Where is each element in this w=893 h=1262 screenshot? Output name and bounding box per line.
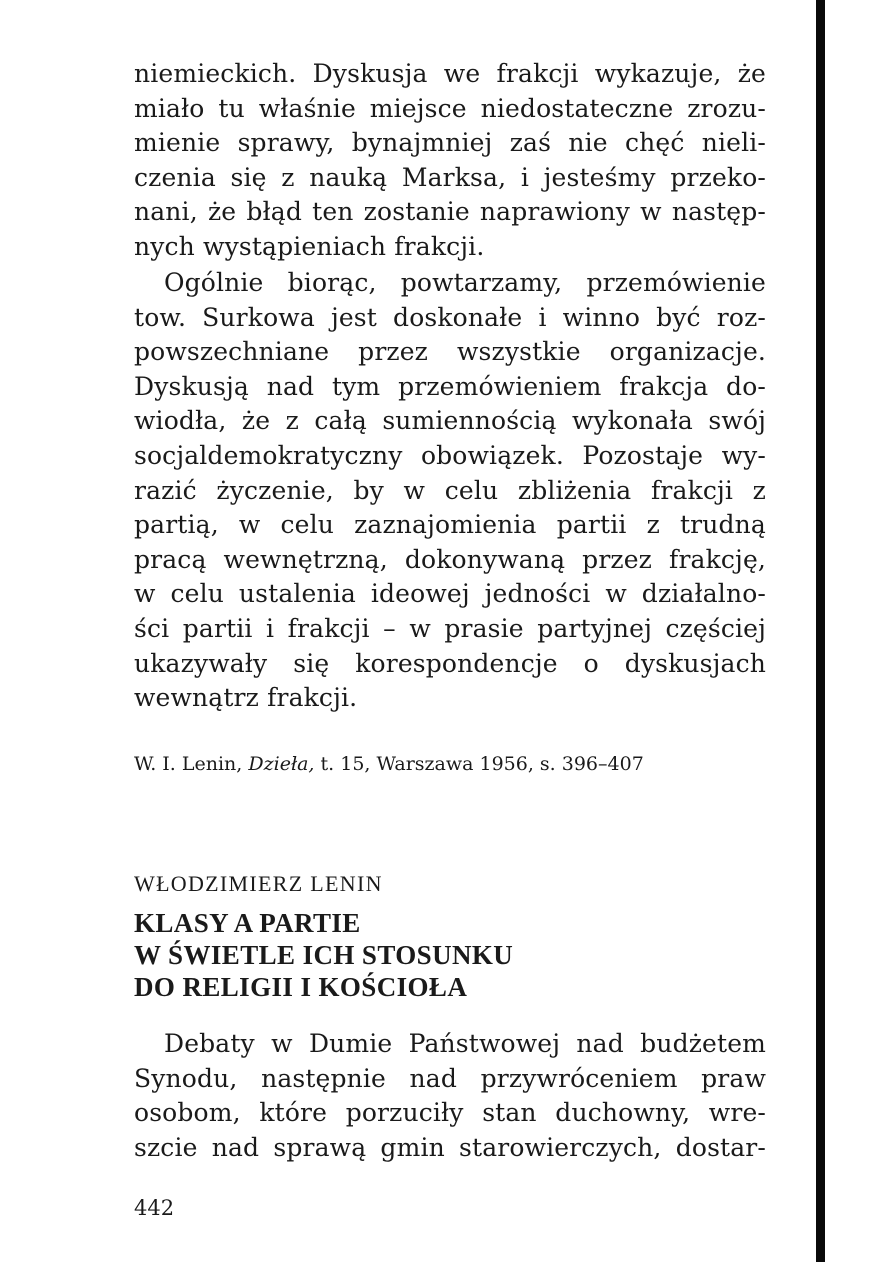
text-line: w celu ustalenia ideowej jedności w działalno- — [134, 579, 766, 609]
text-line: szcie nad sprawą gmin starowierczych, dostar- — [134, 1132, 766, 1162]
text-line: nych wystąpieniach frakcji. — [134, 231, 485, 261]
text-line: Dyskusją nad tym przemówieniem frakcja do- — [134, 371, 766, 401]
article-title — [134, 907, 513, 1003]
text-line: razić życzenie, by w celu zbliżenia frakcji z — [134, 475, 766, 505]
text-line: wiodła, że z całą sumiennością wykonała swój — [134, 406, 766, 436]
text-line: pracą wewnętrzną, dokonywaną przez frakcję, — [134, 544, 766, 574]
text-line: socjaldemokratyczny obowiązek. Pozostaje wy- — [134, 440, 766, 470]
title-line: KLASY A PARTIE — [134, 908, 361, 938]
text-line: osobom, które porzuciły stan duchowny, wre- — [134, 1098, 766, 1128]
page-number: 442 — [134, 1196, 175, 1220]
article-opening-paragraph — [134, 1027, 766, 1165]
title-line: DO RELIGII I KOŚCIOŁA — [134, 972, 468, 1002]
text-line: partią, w celu zaznajomienia partii z trudną — [134, 510, 766, 540]
text-line: nani, że błąd ten zostanie naprawiony w następ- — [134, 197, 766, 227]
scan-page-edge — [816, 0, 825, 1262]
text-line: ukazywały się korespondencje o dyskusjach — [134, 648, 766, 678]
text-line: ści partii i frakcji – w prasie partyjnej częściej — [134, 613, 766, 643]
text-line: Synodu, następnie nad przywróceniem praw — [134, 1063, 766, 1093]
text-line: Ogólnie biorąc, powtarzamy, przemówienie — [164, 268, 766, 297]
title-line: W ŚWIETLE ICH STOSUNKU — [134, 940, 514, 970]
citation-details: t. 15, Warszawa 1956, s. 396–407 — [320, 753, 644, 775]
text-line: wewnątrz frakcji. — [134, 683, 358, 713]
text-line: mienie sprawy, bynajmniej zaś nie chęć nieli- — [134, 128, 766, 158]
source-citation — [134, 753, 774, 775]
article-author: WŁODZIMIERZ LENIN — [134, 871, 383, 896]
text-line: powszechniane przez wszystkie organizacje. — [134, 337, 766, 367]
paragraph-continued — [134, 57, 766, 265]
text-line: czenia się z nauką Marksa, i jesteśmy przeko- — [134, 162, 766, 192]
text-line: miało tu właśnie miejsce niedostateczne zrozu- — [134, 93, 766, 123]
paragraph-conclusion — [134, 266, 766, 716]
text-line: niemieckich. Dyskusja we frakcji wykazuje, że — [134, 59, 766, 88]
citation-author: W. I. Lenin, — [134, 753, 243, 775]
text-line: tow. Surkowa jest doskonałe i winno być roz- — [134, 302, 766, 332]
text-line: Debaty w Dumie Państwowej nad budżetem — [164, 1029, 766, 1058]
citation-source: Dzieła, — [248, 753, 315, 775]
